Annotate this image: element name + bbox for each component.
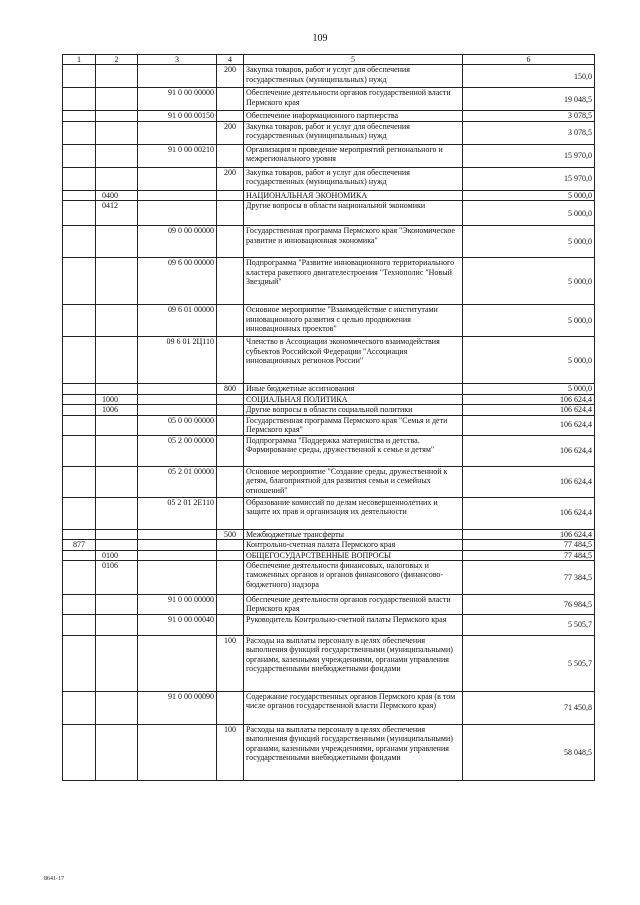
table-cell-c1	[63, 529, 96, 539]
table-cell-c3	[138, 635, 217, 691]
table-cell-c3: 91 0 00 00040	[138, 614, 217, 635]
table-cell-c5: СОЦИАЛЬНАЯ ПОЛИТИКА	[244, 394, 463, 404]
table-cell-c1	[63, 550, 96, 560]
table-cell-c6: 106 624,4	[463, 394, 595, 404]
table-cell-c6: 15 970,0	[463, 144, 595, 167]
table-cell-c4	[217, 614, 244, 635]
table-cell-c6: 58 048,5	[463, 724, 595, 780]
table-cell-c5: Государственная программа Пермского края "Семья и дети Пермского края"	[244, 415, 463, 435]
table-row	[63, 337, 595, 384]
table-cell-c1	[63, 111, 96, 121]
table-cell-c5: Закупка товаров, работ и услуг для обеспечения государственных (муниципальных) нужд	[244, 121, 463, 144]
table-cell-c4	[217, 466, 244, 497]
table-cell-c6: 5 000,0	[463, 305, 595, 337]
table-cell-c6: 77 384,5	[463, 560, 595, 594]
table-row	[63, 226, 595, 258]
table-cell-c6: 19 048,5	[463, 88, 595, 111]
budget-table	[62, 54, 595, 781]
table-cell-c5: НАЦИОНАЛЬНАЯ ЭКОНОМИКА	[244, 190, 463, 200]
table-cell-c1	[63, 691, 96, 724]
table-cell-c5: Расходы на выплаты персоналу в целях обеспечения выполнения функций государственными (муниципальными) органами, казенными учреждениями, органами управления государственными внебюджетными фондами	[244, 724, 463, 780]
table-row	[63, 121, 595, 144]
table-cell-c2	[96, 65, 138, 88]
table-row	[63, 305, 595, 337]
table-cell-c2	[96, 111, 138, 121]
table-cell-c2	[96, 305, 138, 337]
table-cell-c2: 0400	[96, 190, 138, 200]
table-cell-c1	[63, 635, 96, 691]
table-cell-c2	[96, 724, 138, 780]
table-cell-c4	[217, 88, 244, 111]
table-cell-c1	[63, 201, 96, 226]
table-cell-c2	[96, 415, 138, 435]
table-cell-c1	[63, 88, 96, 111]
table-cell-c2	[96, 497, 138, 529]
table-cell-c2	[96, 594, 138, 614]
table-cell-c4	[217, 550, 244, 560]
table-cell-c6: 5 000,0	[463, 258, 595, 305]
table-cell-c4	[217, 497, 244, 529]
table-cell-c2: 1000	[96, 394, 138, 404]
table-cell-c4	[217, 226, 244, 258]
table-cell-c3	[138, 201, 217, 226]
table-cell-c1	[63, 167, 96, 190]
table-cell-c3: 91 0 00 00090	[138, 691, 217, 724]
table-cell-c2	[96, 635, 138, 691]
table-cell-c3	[138, 167, 217, 190]
table-cell-c4	[217, 258, 244, 305]
table-cell-c5: Организация и проведение мероприятий регионального и межрегионального уровня	[244, 144, 463, 167]
table-cell-c4	[217, 594, 244, 614]
table-cell-c3: 05 0 00 00000	[138, 415, 217, 435]
table-cell-c2	[96, 614, 138, 635]
table-cell-c3: 09 6 00 00000	[138, 258, 217, 305]
table-cell-c5: Образование комиссий по делам несовершеннолетних и защите их прав и организация их деятельности	[244, 497, 463, 529]
table-row	[63, 144, 595, 167]
table-cell-c2	[96, 337, 138, 384]
table-cell-c2	[96, 121, 138, 144]
table-cell-c2	[96, 88, 138, 111]
table-cell-c5: Обеспечение деятельности финансовых, налоговых и таможенных органов и органов финансового (финансово-бюджетного) надзора	[244, 560, 463, 594]
table-cell-c4	[217, 560, 244, 594]
table-cell-c3: 91 0 00 00000	[138, 594, 217, 614]
table-cell-c6: 15 970,0	[463, 167, 595, 190]
table-cell-c5: Основное мероприятие "Взаимодействие с институтами инновационного развития с целью продвижения инновационных проектов"	[244, 305, 463, 337]
table-row	[63, 529, 595, 539]
table-cell-c3	[138, 540, 217, 550]
table-cell-c4	[217, 435, 244, 466]
table-cell-c3	[138, 384, 217, 394]
table-cell-c3: 05 2 00 00000	[138, 435, 217, 466]
table-cell-c3: 05 2 01 00000	[138, 466, 217, 497]
table-row	[63, 691, 595, 724]
table-cell-c5: Основное мероприятие "Создание среды, дружественной к детям, благоприятной для развития семьи и семейных отношений"	[244, 466, 463, 497]
table-row	[63, 384, 595, 394]
table-cell-c4: 800	[217, 384, 244, 394]
table-cell-c5: Подпрограмма "Поддержка материнства и детства. Формирование среды, дружественной к семье и детям"	[244, 435, 463, 466]
table-cell-c1	[63, 560, 96, 594]
table-cell-c4: 200	[217, 65, 244, 88]
table-cell-c4	[217, 337, 244, 384]
table-cell-c2: 0412	[96, 201, 138, 226]
table-cell-c1	[63, 724, 96, 780]
table-cell-c5: Закупка товаров, работ и услуг для обеспечения государственных (муниципальных) нужд	[244, 167, 463, 190]
table-cell-c3	[138, 560, 217, 594]
table-cell-c6: 106 624,4	[463, 466, 595, 497]
table-cell-c3: 09 6 01 2Ц110	[138, 337, 217, 384]
table-cell-c2	[96, 540, 138, 550]
table-cell-c6: 106 624,4	[463, 435, 595, 466]
table-row	[63, 167, 595, 190]
table-cell-c1	[63, 415, 96, 435]
table-cell-c5: Государственная программа Пермского края "Экономическое развитие и инновационная экономика"	[244, 226, 463, 258]
table-cell-c3: 91 0 00 00210	[138, 144, 217, 167]
table-row	[63, 724, 595, 780]
header-cell: 5	[244, 55, 463, 65]
table-cell-c4	[217, 201, 244, 226]
header-row	[63, 55, 595, 65]
table-row	[63, 560, 595, 594]
table-cell-c5: Членство в Ассоциации экономического взаимодействия субъектов Российской Федерации "Ассоциация инновационных регионов России"	[244, 337, 463, 384]
table-row	[63, 435, 595, 466]
table-cell-c5: Подпрограмма "Развитие инновационного территориального кластера ракетного двигателестроения "Технополис "Новый Звездный"	[244, 258, 463, 305]
table-cell-c1	[63, 394, 96, 404]
table-cell-c3	[138, 394, 217, 404]
table-cell-c2	[96, 529, 138, 539]
table-cell-c1	[63, 121, 96, 144]
table-cell-c3: 91 0 00 00150	[138, 111, 217, 121]
table-row	[63, 614, 595, 635]
table-cell-c5: Иные бюджетные ассигнования	[244, 384, 463, 394]
table-cell-c5: Руководитель Контрольно-счетной палаты Пермского края	[244, 614, 463, 635]
table-cell-c6: 106 624,4	[463, 529, 595, 539]
table-cell-c1	[63, 384, 96, 394]
header-cell: 4	[217, 55, 244, 65]
table-row	[63, 540, 595, 550]
table-cell-c2	[96, 691, 138, 724]
table-row	[63, 394, 595, 404]
table-cell-c6: 5 000,0	[463, 190, 595, 200]
table-row	[63, 88, 595, 111]
table-row	[63, 65, 595, 88]
table-row	[63, 635, 595, 691]
table-row	[63, 594, 595, 614]
table-cell-c6: 5 000,0	[463, 226, 595, 258]
table-cell-c1	[63, 614, 96, 635]
table-cell-c6: 71 450,8	[463, 691, 595, 724]
table-cell-c1	[63, 226, 96, 258]
table-cell-c1	[63, 435, 96, 466]
table-row	[63, 405, 595, 415]
table-row	[63, 550, 595, 560]
table-row	[63, 190, 595, 200]
footer-code: 8641-17	[44, 876, 64, 882]
table-cell-c1: 877	[63, 540, 96, 550]
table-cell-c1	[63, 65, 96, 88]
table-cell-c3: 09 0 00 00000	[138, 226, 217, 258]
table-cell-c4	[217, 144, 244, 167]
header-cell: 6	[463, 55, 595, 65]
table-cell-c6: 77 484,5	[463, 550, 595, 560]
table-cell-c1	[63, 190, 96, 200]
table-row	[63, 258, 595, 305]
table-row	[63, 466, 595, 497]
table-row	[63, 111, 595, 121]
page-number: 109	[312, 33, 328, 44]
table-cell-c5: Обеспечение деятельности органов государственной власти Пермского края	[244, 594, 463, 614]
table-cell-c3	[138, 65, 217, 88]
table-cell-c2	[96, 167, 138, 190]
table-cell-c6: 106 624,4	[463, 415, 595, 435]
table-cell-c3: 09 6 01 00000	[138, 305, 217, 337]
table-cell-c6: 5 000,0	[463, 337, 595, 384]
table-cell-c6: 5 505,7	[463, 614, 595, 635]
table-cell-c3: 91 0 00 00000	[138, 88, 217, 111]
table-cell-c4	[217, 405, 244, 415]
table-cell-c6: 106 624,4	[463, 405, 595, 415]
table-cell-c4	[217, 394, 244, 404]
table-cell-c1	[63, 305, 96, 337]
table-cell-c6: 150,0	[463, 65, 595, 88]
table-cell-c4	[217, 415, 244, 435]
table-cell-c1	[63, 258, 96, 305]
table-cell-c5: Обеспечение деятельности органов государственной власти Пермского края	[244, 88, 463, 111]
table-cell-c5: Обеспечение информационного партнерства	[244, 111, 463, 121]
table-cell-c2	[96, 144, 138, 167]
table-cell-c6: 5 505,7	[463, 635, 595, 691]
table-cell-c1	[63, 337, 96, 384]
table-cell-c3	[138, 405, 217, 415]
table-cell-c6: 76 984,5	[463, 594, 595, 614]
table-cell-c3	[138, 550, 217, 560]
table-cell-c2: 0106	[96, 560, 138, 594]
table-cell-c4: 100	[217, 635, 244, 691]
table-cell-c1	[63, 497, 96, 529]
table-cell-c3	[138, 121, 217, 144]
table-cell-c4: 200	[217, 167, 244, 190]
table-cell-c3: 05 2 01 2Е110	[138, 497, 217, 529]
table-cell-c1	[63, 144, 96, 167]
table-cell-c5: Закупка товаров, работ и услуг для обеспечения государственных (муниципальных) нужд	[244, 65, 463, 88]
table-cell-c6: 3 078,5	[463, 111, 595, 121]
table-cell-c5: Расходы на выплаты персоналу в целях обеспечения выполнения функций государственными (муниципальными) органами, казенными учреждениями, органами управления государственными внебюджетными фондами	[244, 635, 463, 691]
table-cell-c5: ОБЩЕГОСУДАРСТВЕННЫЕ ВОПРОСЫ	[244, 550, 463, 560]
table-cell-c6: 3 078,5	[463, 121, 595, 144]
table-cell-c6: 106 624,4	[463, 497, 595, 529]
table-cell-c6: 5 000,0	[463, 384, 595, 394]
table-cell-c4	[217, 691, 244, 724]
header-cell: 1	[63, 55, 96, 65]
table-cell-c4	[217, 540, 244, 550]
table-cell-c2: 0100	[96, 550, 138, 560]
table-cell-c5: Другие вопросы в области национальной экономики	[244, 201, 463, 226]
header-cell: 3	[138, 55, 217, 65]
table-cell-c5: Контрольно-счетная палата Пермского края	[244, 540, 463, 550]
table-cell-c2	[96, 258, 138, 305]
table-cell-c4: 200	[217, 121, 244, 144]
table-cell-c1	[63, 405, 96, 415]
table-row	[63, 497, 595, 529]
header-cell: 2	[96, 55, 138, 65]
table-cell-c4	[217, 111, 244, 121]
table-cell-c3	[138, 529, 217, 539]
table-cell-c3	[138, 724, 217, 780]
table-row	[63, 415, 595, 435]
table-cell-c2	[96, 384, 138, 394]
table-cell-c5: Межбюджетные трансферты	[244, 529, 463, 539]
table-cell-c6: 5 000,0	[463, 201, 595, 226]
table-row	[63, 201, 595, 226]
table-cell-c2	[96, 435, 138, 466]
table-cell-c3	[138, 190, 217, 200]
table-cell-c4: 100	[217, 724, 244, 780]
table-cell-c1	[63, 466, 96, 497]
table-cell-c4: 500	[217, 529, 244, 539]
table-cell-c2	[96, 466, 138, 497]
table-cell-c2	[96, 226, 138, 258]
table-cell-c6: 77 484,5	[463, 540, 595, 550]
table-cell-c2: 1006	[96, 405, 138, 415]
table-cell-c4	[217, 305, 244, 337]
table-cell-c5: Содержание государственных органов Пермского края (в том числе органов государственной власти Пермского края)	[244, 691, 463, 724]
table-cell-c1	[63, 594, 96, 614]
table-cell-c4	[217, 190, 244, 200]
table-cell-c5: Другие вопросы в области социальной политики	[244, 405, 463, 415]
